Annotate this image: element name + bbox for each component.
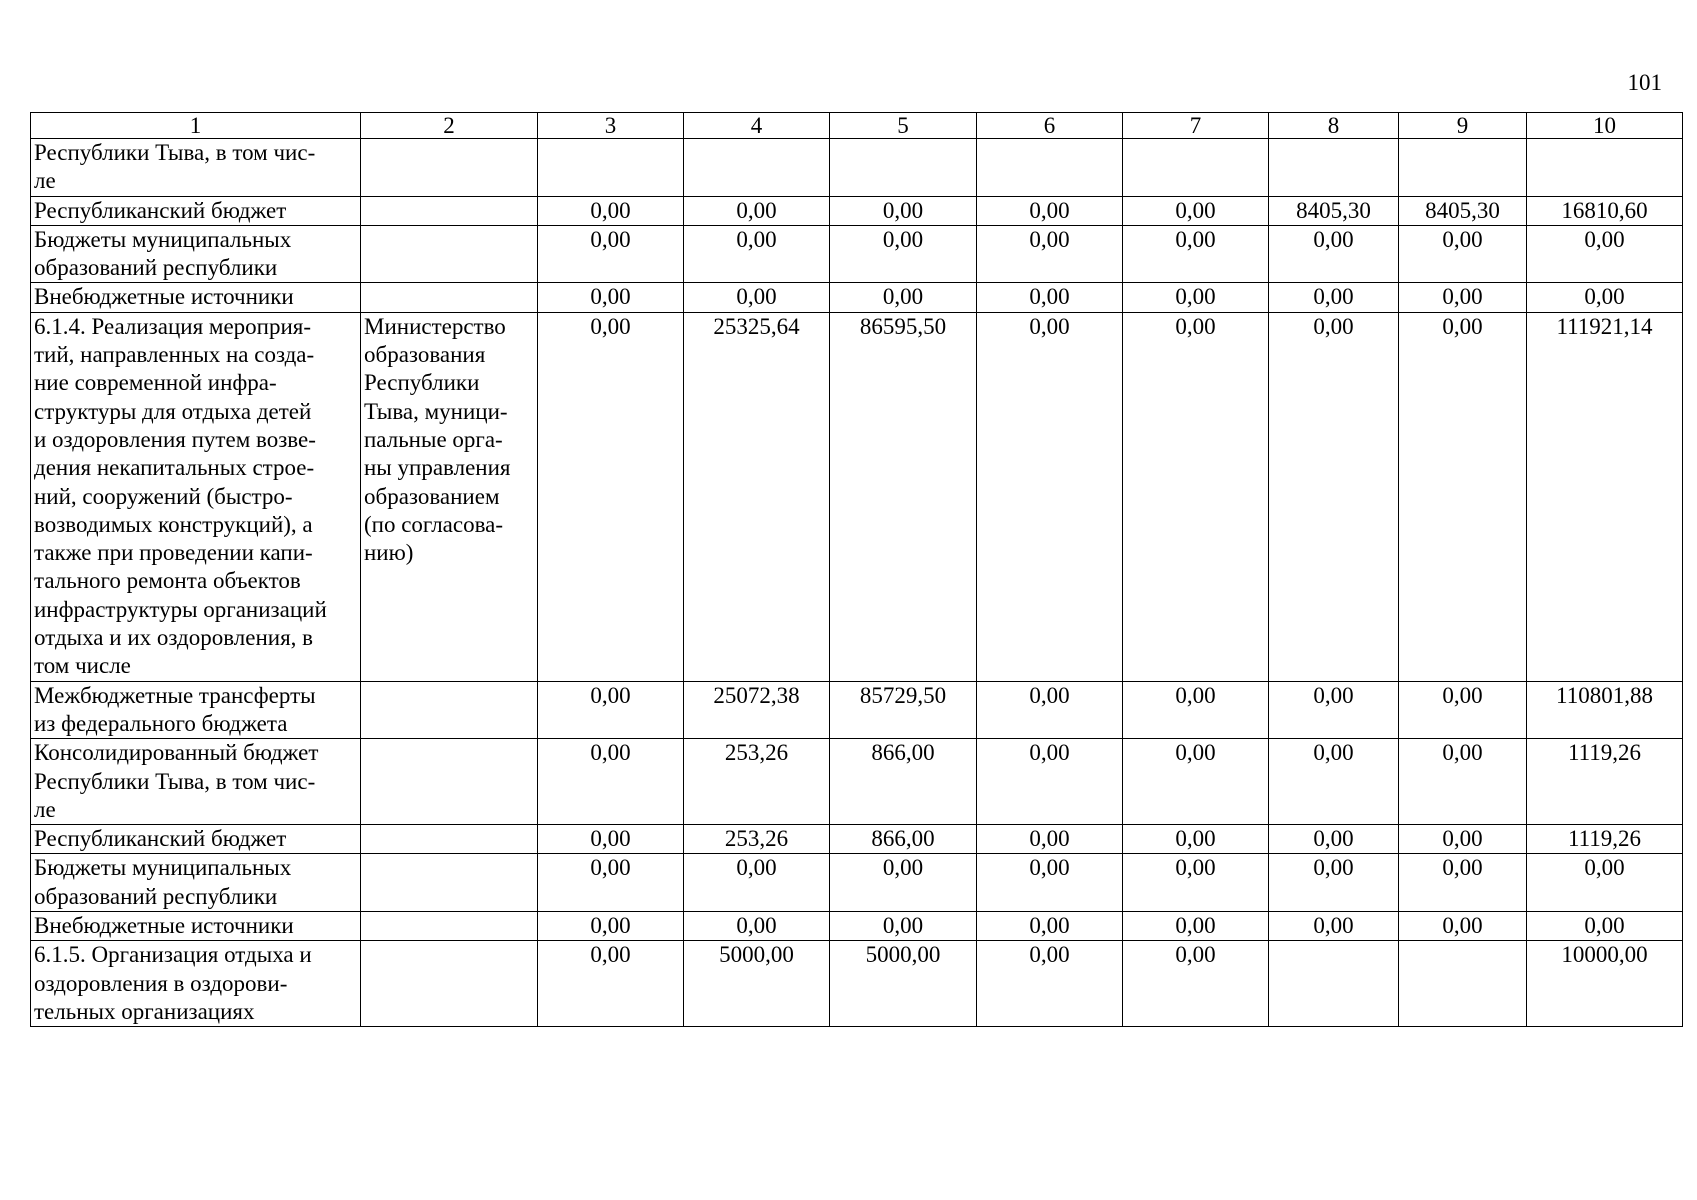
value-cell: 0,00 — [977, 854, 1123, 912]
value-cell — [977, 139, 1123, 197]
value-cell — [1123, 139, 1269, 197]
value-cell — [684, 139, 830, 197]
value-cell: 5000,00 — [684, 941, 830, 1027]
row-name-cell: Консолидированный бюджет Республики Тыва, в том чис- ле — [31, 739, 361, 825]
value-cell: 0,00 — [538, 681, 684, 739]
responsible-cell — [361, 283, 538, 312]
column-number: 3 — [538, 113, 684, 139]
value-cell: 0,00 — [538, 283, 684, 312]
value-cell: 0,00 — [1399, 825, 1527, 854]
value-cell: 0,00 — [830, 225, 977, 283]
value-cell: 866,00 — [830, 825, 977, 854]
responsible-cell — [361, 825, 538, 854]
value-cell: 0,00 — [538, 196, 684, 225]
responsible-cell — [361, 225, 538, 283]
table-row — [31, 681, 1683, 739]
row-name-cell: Внебюджетные источники — [31, 283, 361, 312]
value-cell: 0,00 — [1269, 912, 1399, 941]
column-number: 4 — [684, 113, 830, 139]
column-number-row — [31, 113, 1683, 139]
table-row — [31, 312, 1683, 681]
value-cell: 0,00 — [684, 854, 830, 912]
value-cell: 0,00 — [830, 196, 977, 225]
value-cell: 0,00 — [1399, 912, 1527, 941]
value-cell: 25072,38 — [684, 681, 830, 739]
responsible-cell — [361, 196, 538, 225]
value-cell — [538, 139, 684, 197]
value-cell: 0,00 — [1123, 739, 1269, 825]
value-cell: 0,00 — [977, 739, 1123, 825]
column-number: 6 — [977, 113, 1123, 139]
value-cell — [1399, 941, 1527, 1027]
value-cell: 253,26 — [684, 739, 830, 825]
table-row — [31, 941, 1683, 1027]
value-cell: 0,00 — [538, 825, 684, 854]
value-cell: 0,00 — [1269, 283, 1399, 312]
value-cell: 0,00 — [1269, 681, 1399, 739]
value-cell: 8405,30 — [1399, 196, 1527, 225]
value-cell: 0,00 — [977, 941, 1123, 1027]
value-cell: 25325,64 — [684, 312, 830, 681]
value-cell: 0,00 — [977, 312, 1123, 681]
value-cell: 0,00 — [977, 196, 1123, 225]
value-cell: 0,00 — [977, 283, 1123, 312]
table-row — [31, 225, 1683, 283]
table-body — [31, 113, 1683, 1027]
table-row — [31, 854, 1683, 912]
value-cell: 0,00 — [1123, 825, 1269, 854]
table-row — [31, 196, 1683, 225]
value-cell: 0,00 — [1527, 912, 1683, 941]
table-row — [31, 825, 1683, 854]
value-cell: 0,00 — [538, 912, 684, 941]
value-cell: 0,00 — [684, 912, 830, 941]
row-name-cell: Бюджеты муниципальных образований республики — [31, 225, 361, 283]
value-cell — [830, 139, 977, 197]
value-cell: 0,00 — [830, 854, 977, 912]
table-row — [31, 283, 1683, 312]
value-cell — [1269, 139, 1399, 197]
value-cell: 0,00 — [1399, 681, 1527, 739]
column-number: 8 — [1269, 113, 1399, 139]
value-cell: 0,00 — [1399, 739, 1527, 825]
value-cell — [1399, 139, 1527, 197]
column-number: 10 — [1527, 113, 1683, 139]
value-cell: 0,00 — [1527, 283, 1683, 312]
value-cell: 0,00 — [538, 854, 684, 912]
value-cell: 253,26 — [684, 825, 830, 854]
value-cell: 86595,50 — [830, 312, 977, 681]
value-cell: 0,00 — [1123, 283, 1269, 312]
responsible-cell — [361, 739, 538, 825]
value-cell: 0,00 — [1269, 225, 1399, 283]
value-cell: 0,00 — [684, 283, 830, 312]
value-cell: 0,00 — [1123, 225, 1269, 283]
responsible-cell: Министерство образования Республики Тыва, муници- пальные орга- ны управления образованием (по согласова- нию) — [361, 312, 538, 681]
page-number: 101 — [1627, 70, 1662, 95]
row-name-cell: Республиканский бюджет — [31, 196, 361, 225]
value-cell: 8405,30 — [1269, 196, 1399, 225]
row-name-cell: Внебюджетные источники — [31, 912, 361, 941]
value-cell: 1119,26 — [1527, 739, 1683, 825]
value-cell: 0,00 — [830, 912, 977, 941]
value-cell: 0,00 — [1527, 225, 1683, 283]
table-row — [31, 912, 1683, 941]
value-cell: 0,00 — [830, 283, 977, 312]
value-cell: 0,00 — [1269, 312, 1399, 681]
table-row — [31, 139, 1683, 197]
row-name-cell: Бюджеты муниципальных образований республики — [31, 854, 361, 912]
value-cell: 0,00 — [1269, 739, 1399, 825]
column-number: 5 — [830, 113, 977, 139]
budget-table — [30, 112, 1683, 1027]
value-cell: 16810,60 — [1527, 196, 1683, 225]
responsible-cell — [361, 681, 538, 739]
row-name-cell: Республики Тыва, в том чис- ле — [31, 139, 361, 197]
column-number: 7 — [1123, 113, 1269, 139]
value-cell — [1527, 139, 1683, 197]
value-cell: 0,00 — [1399, 283, 1527, 312]
value-cell: 866,00 — [830, 739, 977, 825]
value-cell: 0,00 — [1123, 681, 1269, 739]
value-cell: 0,00 — [1123, 941, 1269, 1027]
value-cell: 0,00 — [977, 225, 1123, 283]
value-cell: 0,00 — [977, 912, 1123, 941]
value-cell: 110801,88 — [1527, 681, 1683, 739]
responsible-cell — [361, 854, 538, 912]
value-cell: 0,00 — [1269, 854, 1399, 912]
value-cell: 85729,50 — [830, 681, 977, 739]
value-cell: 0,00 — [1123, 912, 1269, 941]
column-number: 9 — [1399, 113, 1527, 139]
value-cell: 111921,14 — [1527, 312, 1683, 681]
value-cell: 0,00 — [1399, 854, 1527, 912]
column-number: 2 — [361, 113, 538, 139]
value-cell: 5000,00 — [830, 941, 977, 1027]
responsible-cell — [361, 139, 538, 197]
value-cell: 0,00 — [977, 825, 1123, 854]
value-cell: 10000,00 — [1527, 941, 1683, 1027]
value-cell: 0,00 — [1399, 225, 1527, 283]
value-cell: 0,00 — [538, 739, 684, 825]
value-cell — [1269, 941, 1399, 1027]
value-cell: 0,00 — [1269, 825, 1399, 854]
value-cell: 0,00 — [538, 941, 684, 1027]
value-cell: 1119,26 — [1527, 825, 1683, 854]
value-cell: 0,00 — [684, 225, 830, 283]
value-cell: 0,00 — [1123, 312, 1269, 681]
value-cell: 0,00 — [1123, 854, 1269, 912]
value-cell: 0,00 — [1399, 312, 1527, 681]
value-cell: 0,00 — [538, 225, 684, 283]
row-name-cell: Межбюджетные трансферты из федерального бюджета — [31, 681, 361, 739]
responsible-cell — [361, 941, 538, 1027]
responsible-cell — [361, 912, 538, 941]
row-name-cell: 6.1.4. Реализация мероприя- тий, направленных на созда- ние современной инфра- структуры для отдыха детей и оздоровления путем возве- дения некапитальных строе- ний, сооружений (быстро- возводимых конструкций), а также при проведении капи- тального ремонта объектов инфраструктуры организаций отдыха и их оздоровления, в том числе — [31, 312, 361, 681]
value-cell: 0,00 — [1123, 196, 1269, 225]
value-cell: 0,00 — [684, 196, 830, 225]
row-name-cell: 6.1.5. Организация отдыха и оздоровления в оздорови- тельных организациях — [31, 941, 361, 1027]
value-cell: 0,00 — [1527, 854, 1683, 912]
column-number: 1 — [31, 113, 361, 139]
value-cell: 0,00 — [977, 681, 1123, 739]
table-row — [31, 739, 1683, 825]
value-cell: 0,00 — [538, 312, 684, 681]
row-name-cell: Республиканский бюджет — [31, 825, 361, 854]
